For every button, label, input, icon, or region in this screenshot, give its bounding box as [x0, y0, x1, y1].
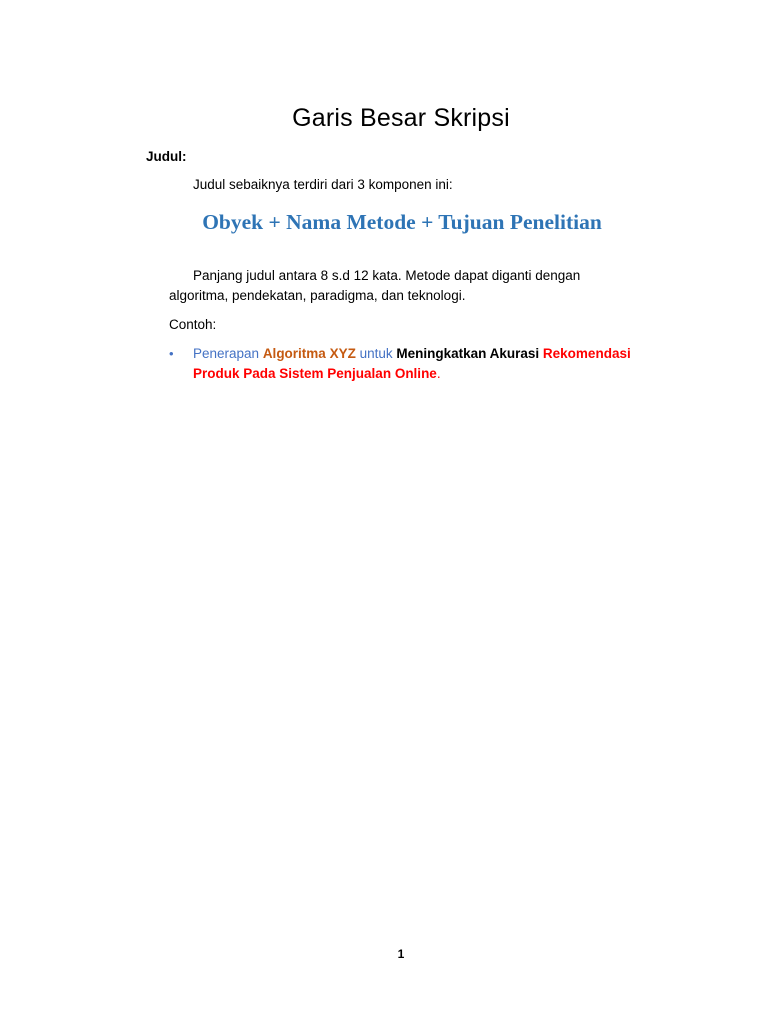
example-segment-goal: Meningkatkan Akurasi	[396, 346, 540, 361]
example-segment-period: .	[436, 366, 441, 381]
example-segment-untuk: untuk	[355, 346, 397, 361]
judul-label: Judul:	[146, 149, 187, 164]
intro-text: Judul sebaiknya terdiri dari 3 komponen ini:	[193, 177, 453, 192]
example-segment-penerapan: Penerapan	[193, 346, 263, 361]
example-segment-object: Rekomendasi Produk Pada Sistem Penjualan Online	[193, 346, 631, 381]
bullet-icon: •	[169, 346, 174, 361]
example-segment-algorithm: Algoritma XYZ	[262, 346, 356, 361]
example-text	[193, 344, 649, 384]
length-paragraph: Panjang judul antara 8 s.d 12 kata. Metode dapat diganti dengan algoritma, pendekatan, paradigma, dan teknologi.	[169, 268, 581, 303]
example-list-item	[169, 344, 649, 384]
document-title: Garis Besar Skripsi	[292, 104, 510, 132]
page-number: 1	[397, 947, 405, 961]
contoh-label: Contoh:	[169, 317, 217, 332]
title-formula: Obyek + Nama Metode + Tujuan Penelitian	[202, 210, 602, 234]
